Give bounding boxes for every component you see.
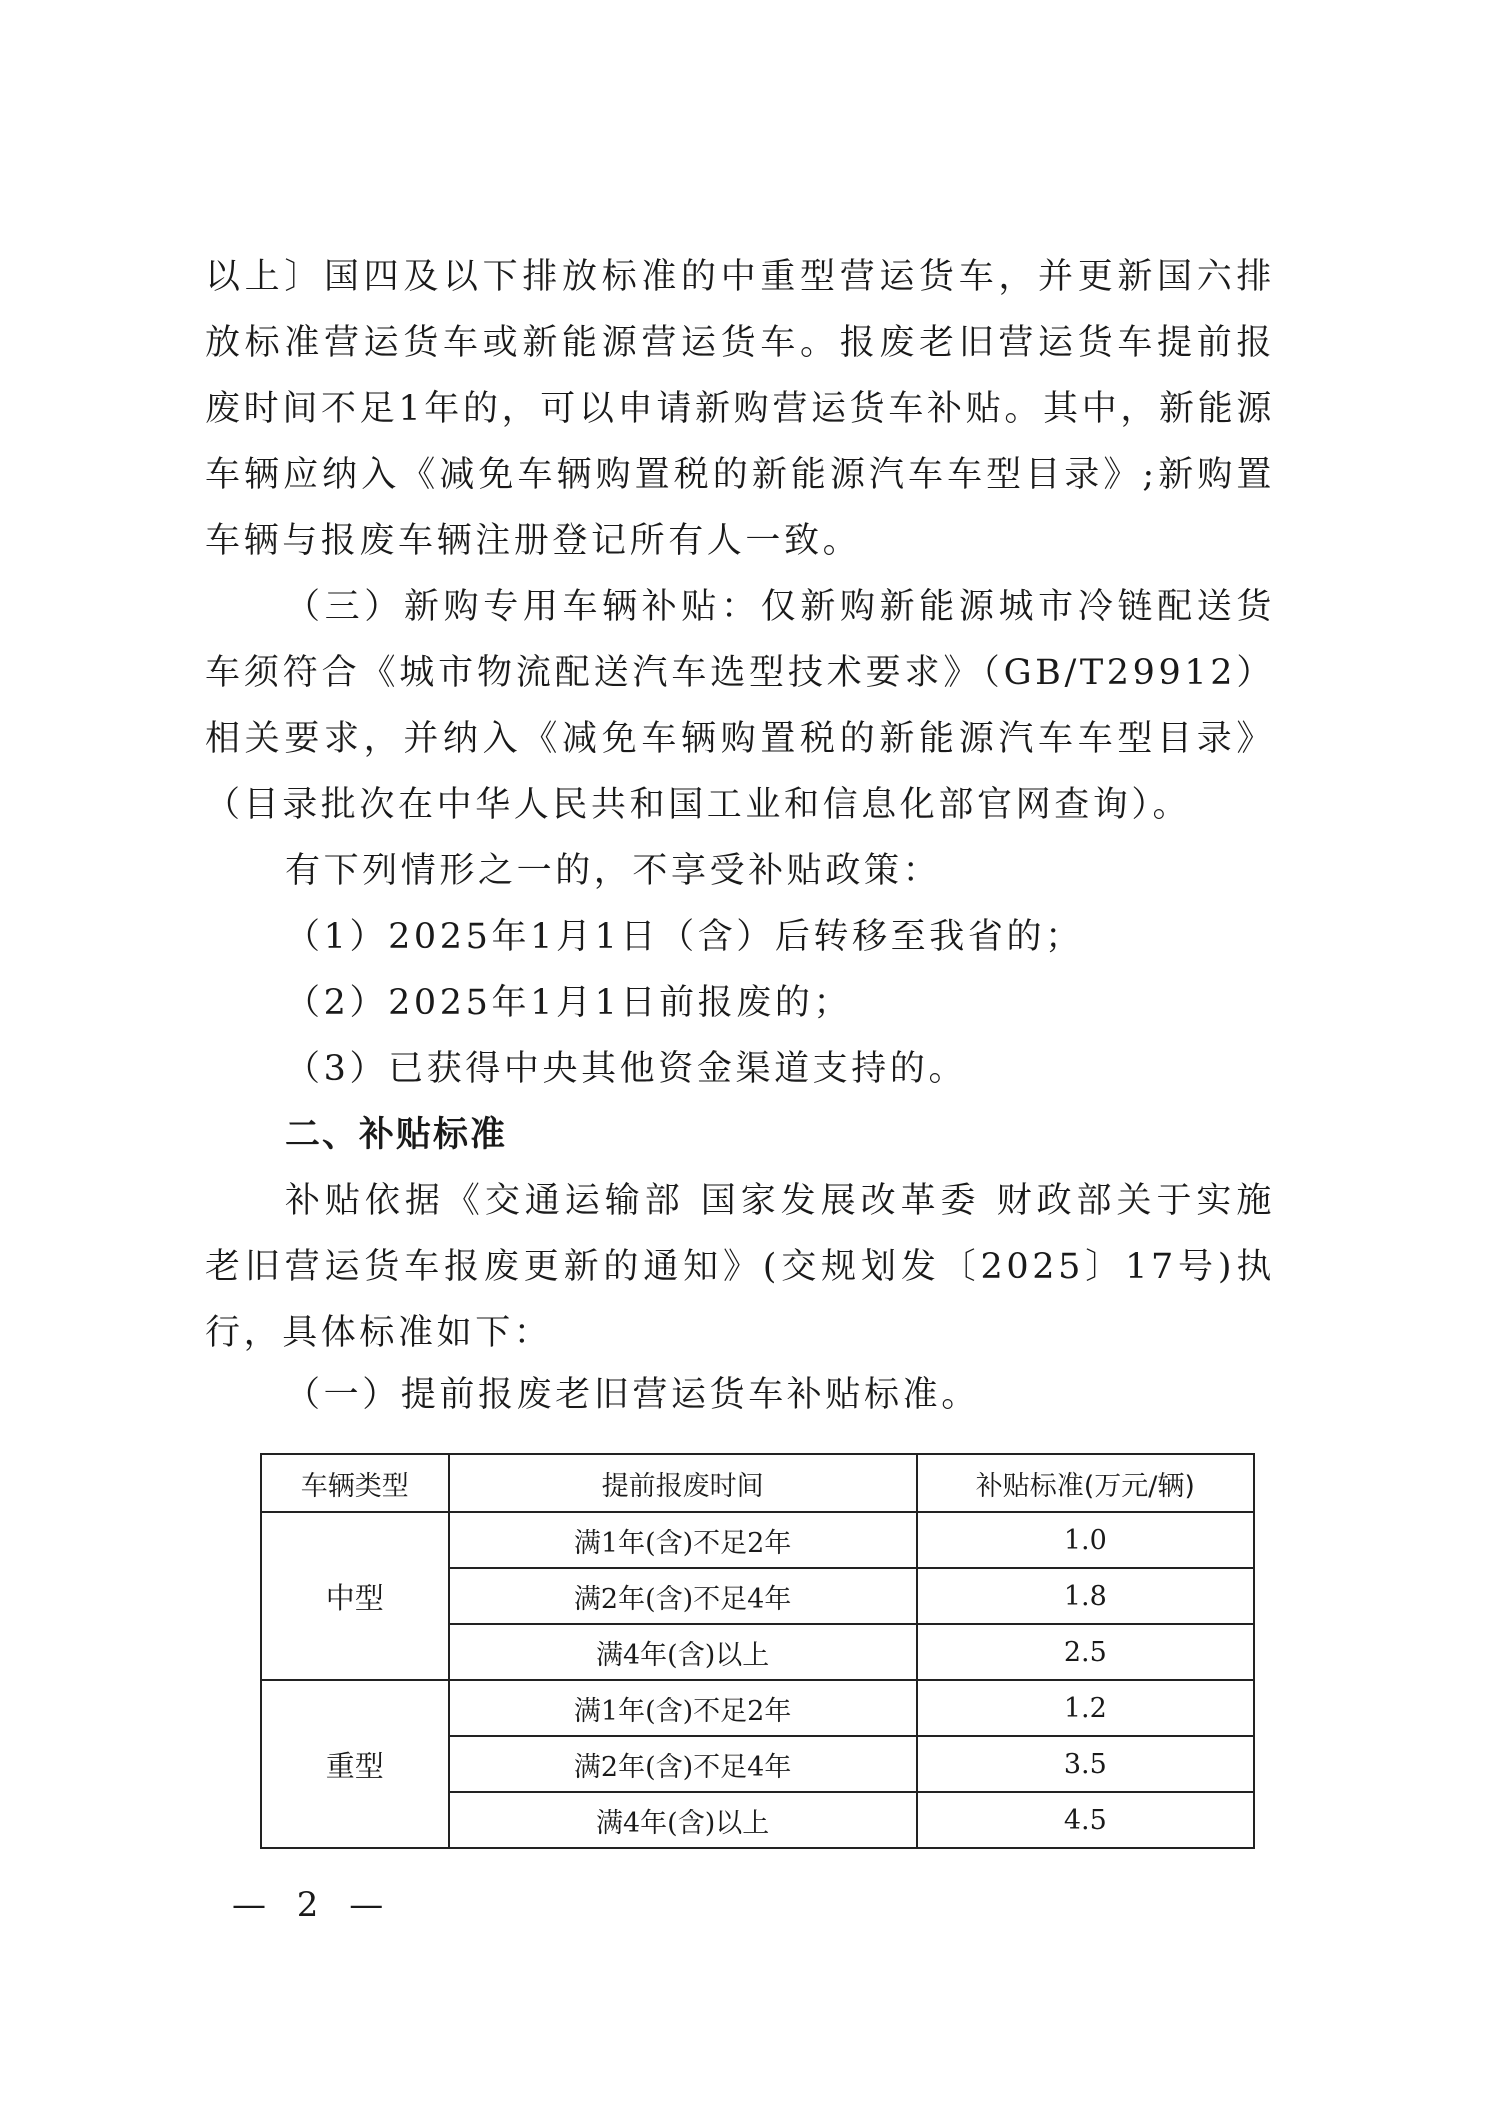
exclusion-item-1: （1）2025年1月1日（含）后转移至我省的；: [285, 917, 1084, 957]
page-number: — 2 —: [232, 1885, 394, 1925]
body-paragraph-exclusions-intro: 有下列情形之一的，不享受补贴政策：: [285, 851, 942, 891]
period-cell: 满4年(含)以上: [449, 1792, 917, 1848]
exclusion-item-2: （2）2025年1月1日前报废的；: [285, 983, 853, 1023]
vehicle-type-cell: 重型: [261, 1680, 449, 1848]
subsidy-standard-table: [260, 1453, 1255, 1849]
amount-cell: 4.5: [917, 1792, 1254, 1848]
period-cell: 满4年(含)以上: [449, 1624, 917, 1680]
amount-cell: 2.5: [917, 1624, 1254, 1680]
amount-cell: 1.2: [917, 1680, 1254, 1736]
header-early-scrap-period: 提前报废时间: [449, 1454, 917, 1512]
table-row: [261, 1680, 1254, 1736]
period-cell: 满1年(含)不足2年: [449, 1680, 917, 1736]
header-vehicle-type: 车辆类型: [261, 1454, 449, 1512]
header-subsidy-amount: 补贴标准(万元/辆): [917, 1454, 1254, 1512]
amount-cell: 1.8: [917, 1568, 1254, 1624]
body-paragraph-continuation: 以上〕国四及以下排放标准的中重型营运货车，并更新国六排放标准营运货车或新能源营运货车。报废老旧营运货车提前报废时间不足1年的，可以申请新购营运货车补贴。其中，新能源车辆应纳入《减免车辆购置税的新能源汽车车型目录》;新购置车辆与报废车辆注册登记所有人一致。: [205, 257, 1275, 561]
table-header-row: [261, 1454, 1254, 1512]
amount-cell: 1.0: [917, 1512, 1254, 1568]
vehicle-type-cell: 中型: [261, 1512, 449, 1680]
table-caption: （一）提前报废老旧营运货车补贴标准。: [285, 1375, 980, 1415]
table-row: [261, 1512, 1254, 1568]
exclusion-item-3: （3）已获得中央其他资金渠道支持的。: [285, 1049, 968, 1089]
body-paragraph-standard-basis: 补贴依据《交通运输部 国家发展改革委 财政部关于实施老旧营运货车报废更新的通知》(交规划发〔2025〕17号)执行，具体标准如下：: [205, 1181, 1275, 1353]
period-cell: 满1年(含)不足2年: [449, 1512, 917, 1568]
document-body: [205, 244, 1275, 1424]
amount-cell: 3.5: [917, 1736, 1254, 1792]
body-paragraph-new-vehicle-subsidy: （三）新购专用车辆补贴：仅新购新能源城市冷链配送货车须符合《城市物流配送汽车选型技术要求》（GB/T29912）相关要求，并纳入《减免车辆购置税的新能源汽车车型目录》（目录批次在中华人民共和国工业和信息化部官网查询）。: [205, 587, 1275, 825]
period-cell: 满2年(含)不足4年: [449, 1736, 917, 1792]
period-cell: 满2年(含)不足4年: [449, 1568, 917, 1624]
section-heading: 二、补贴标准: [285, 1115, 508, 1155]
